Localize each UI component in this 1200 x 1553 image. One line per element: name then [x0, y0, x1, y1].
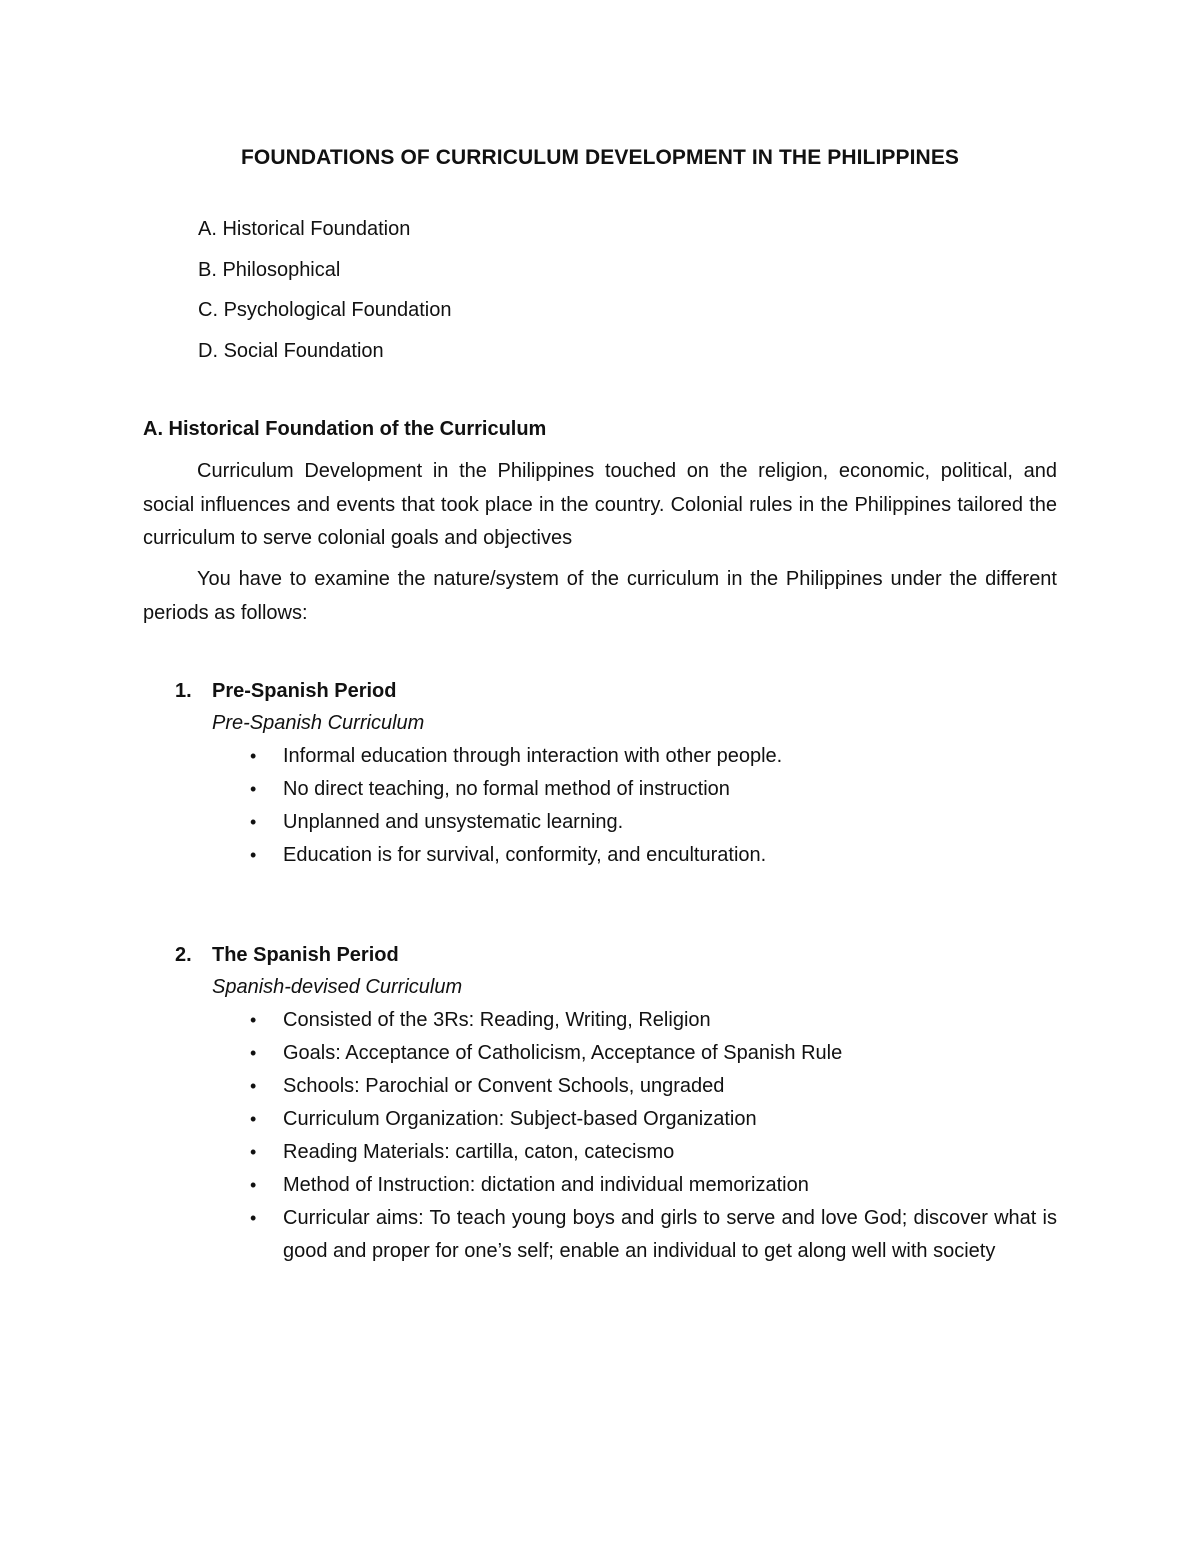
bullet-icon: •	[250, 746, 257, 766]
bullet-item	[175, 1103, 1057, 1136]
period-section	[175, 940, 1057, 1268]
bullet-list	[175, 1004, 1057, 1268]
bullet-icon: •	[250, 845, 257, 865]
bullet-icon: •	[250, 1076, 257, 1096]
bullet-item	[175, 1136, 1057, 1169]
bullet-item	[175, 839, 1057, 872]
bullet-text: Schools: Parochial or Convent Schools, ungraded	[283, 1075, 725, 1097]
period-title: The Spanish Period	[212, 944, 399, 966]
list-item-label: Psychological Foundation	[223, 299, 452, 321]
period-heading	[175, 940, 1057, 971]
list-item-label: Historical Foundation	[222, 218, 411, 240]
period-number: 2.	[175, 944, 192, 966]
list-item-label: Social Foundation	[223, 339, 384, 362]
period-title: Pre-Spanish Period	[212, 680, 397, 702]
list-item-letter: B.	[198, 258, 217, 281]
bullet-icon: •	[250, 812, 257, 832]
instruction-paragraph: You have to examine the nature/system of the curriculum in the Philippines under the different periods as follows:	[143, 568, 1057, 624]
bullet-icon: •	[250, 1010, 257, 1030]
bullet-item	[175, 806, 1057, 839]
list-item-letter: A.	[198, 218, 217, 240]
bullet-item	[175, 1202, 1057, 1268]
bullet-text: Method of Instruction: dictation and individual memorization	[283, 1174, 809, 1196]
bullet-text: Curricular aims: To teach young boys and girls to serve and love God; discover what is good and proper for one’s self; enable an individual to get along well with society	[283, 1207, 1057, 1262]
bullet-text: Curriculum Organization: Subject-based Organization	[283, 1108, 757, 1130]
list-item	[198, 255, 451, 296]
list-item	[198, 214, 451, 255]
period-number: 1.	[175, 680, 192, 702]
document-title: FOUNDATIONS OF CURRICULUM DEVELOPMENT IN THE PHILIPPINES	[240, 146, 960, 169]
bullet-item	[175, 1037, 1057, 1070]
bullet-item	[175, 1004, 1057, 1037]
bullet-item	[175, 773, 1057, 806]
bullet-icon: •	[250, 1109, 257, 1129]
bullet-item	[175, 740, 1057, 773]
bullet-list	[175, 740, 1057, 872]
list-item-label: Philosophical	[222, 258, 341, 281]
bullet-item	[175, 1070, 1057, 1103]
bullet-icon: •	[250, 779, 257, 799]
curriculum-subtitle: Pre-Spanish Curriculum	[212, 712, 425, 734]
list-item	[198, 336, 451, 377]
bullet-item	[175, 1169, 1057, 1202]
bullet-icon: •	[250, 1208, 257, 1228]
bullet-icon: •	[250, 1043, 257, 1063]
list-item	[198, 295, 451, 336]
bullet-text: Informal education through interaction with other people.	[283, 745, 783, 767]
bullet-icon: •	[250, 1142, 257, 1162]
list-item-letter: C.	[198, 299, 218, 321]
list-item-letter: D.	[198, 339, 218, 362]
bullet-text: Consisted of the 3Rs: Reading, Writing, Religion	[283, 1009, 711, 1031]
period-heading	[175, 676, 1057, 707]
bullet-icon: •	[250, 1175, 257, 1195]
section-heading: A. Historical Foundation of the Curriculum	[143, 418, 547, 440]
intro-paragraph: Curriculum Development in the Philippines touched on the religion, economic, political, and social influences and events that took place in the country. Colonial rules in the Philippines tailored the curriculum to serve colonial goals and objectives	[143, 460, 1057, 549]
foundations-list	[198, 214, 451, 376]
period-section	[175, 676, 1057, 872]
bullet-text: Unplanned and unsystematic learning.	[283, 811, 624, 833]
bullet-text: Reading Materials: cartilla, caton, catecismo	[283, 1141, 675, 1163]
bullet-text: No direct teaching, no formal method of instruction	[283, 778, 730, 800]
bullet-text: Goals: Acceptance of Catholicism, Acceptance of Spanish Rule	[283, 1042, 843, 1064]
curriculum-subtitle: Spanish-devised Curriculum	[212, 976, 463, 998]
bullet-text: Education is for survival, conformity, and enculturation.	[283, 844, 767, 866]
